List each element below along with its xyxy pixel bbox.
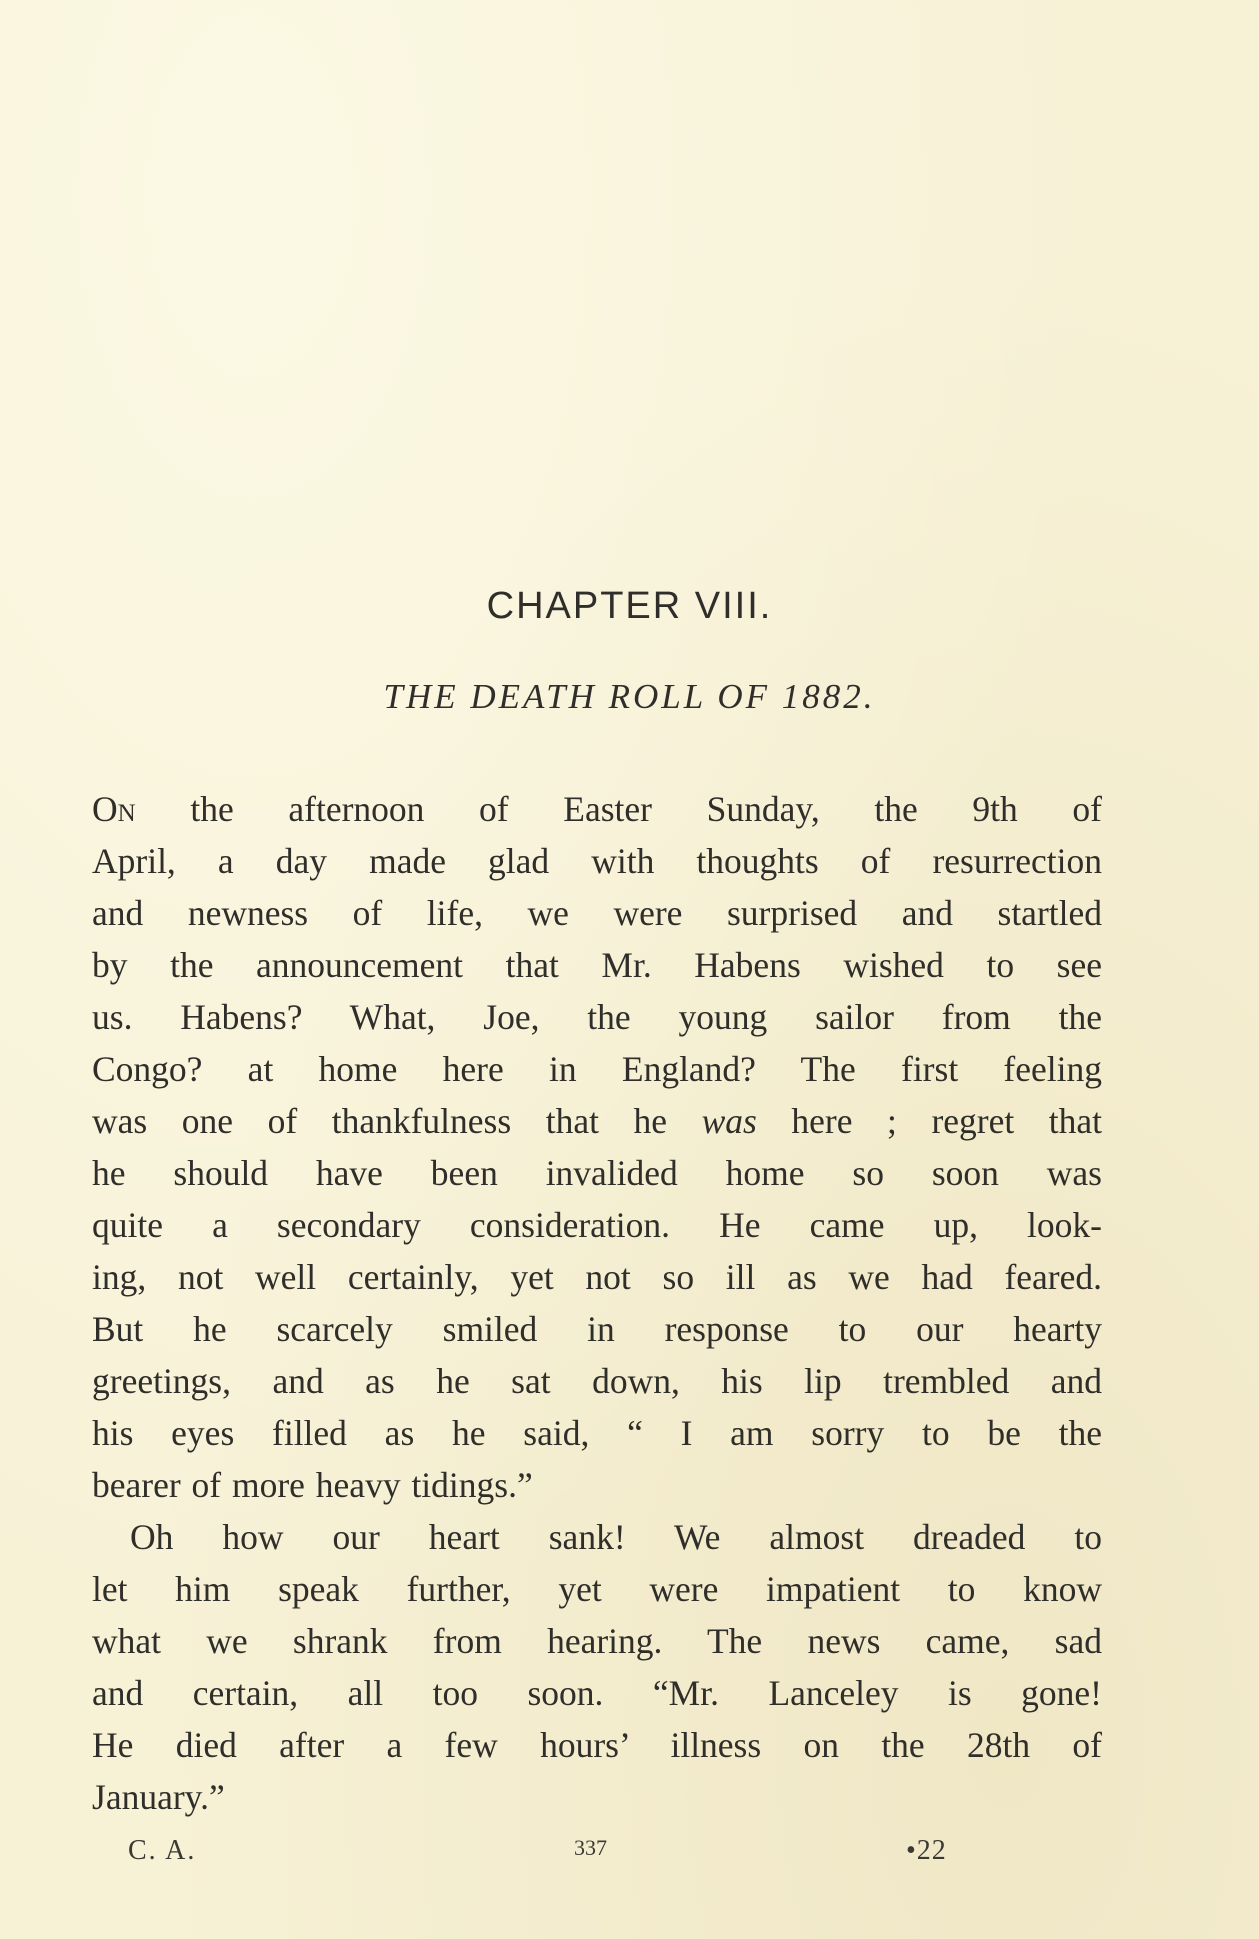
text-line: Congo? at home here in England? The first feeling [92, 1049, 1102, 1089]
emphasis-word: was [701, 1101, 757, 1141]
text-line: was one of thankfulness that he was here ; regret that [92, 1101, 1103, 1141]
text-line: greetings, and as he sat down, his lip trembled and [92, 1361, 1102, 1401]
text-line: quite a secondary consideration. He came up, look- [92, 1205, 1102, 1245]
text-line: by the announcement that Mr. Habens wished to see [92, 945, 1102, 985]
text-line: he should have been invalided home so soon was [92, 1153, 1102, 1193]
text-line: On the afternoon of Easter Sunday, the 9th of [92, 789, 1102, 829]
text-line: bearer of more heavy tidings.” [92, 1465, 533, 1505]
chapter-body [92, 783, 1102, 1823]
text-line: He died after a few hours’ illness on the 28th of [92, 1725, 1102, 1765]
text-line: what we shrank from hearing. The news came, sad [92, 1621, 1102, 1661]
chapter-title: THE DEATH ROLL OF 1882. [383, 677, 876, 716]
text-line: his eyes filled as he said, “ I am sorry to be the [92, 1413, 1102, 1453]
text-line: and newness of life, we were surprised and startled [92, 893, 1102, 933]
opening-word: On [92, 789, 136, 829]
text-line: us. Habens? What, Joe, the young sailor from the [92, 997, 1102, 1037]
text-line: Oh how our heart sank! We almost dreaded to [130, 1517, 1102, 1557]
chapter-number: CHAPTER VIII. [486, 585, 773, 627]
text-line: ing, not well certainly, yet not so ill as we had feared. [92, 1257, 1102, 1297]
text-line: April, a day made glad with thoughts of resurrection [92, 841, 1102, 881]
text-line: and certain, all too soon. “Mr. Lanceley is gone! [92, 1673, 1102, 1713]
text-line: let him speak further, yet were impatient to know [92, 1569, 1102, 1609]
page-footer [0, 1835, 1259, 1875]
page-number: 337 [574, 1835, 607, 1860]
text-line: January.” [92, 1777, 225, 1817]
text-line: But he scarcely smiled in response to our hearty [92, 1309, 1102, 1349]
signature-mark-left: C. A. [128, 1835, 197, 1866]
signature-mark-right: •22 [906, 1835, 947, 1866]
